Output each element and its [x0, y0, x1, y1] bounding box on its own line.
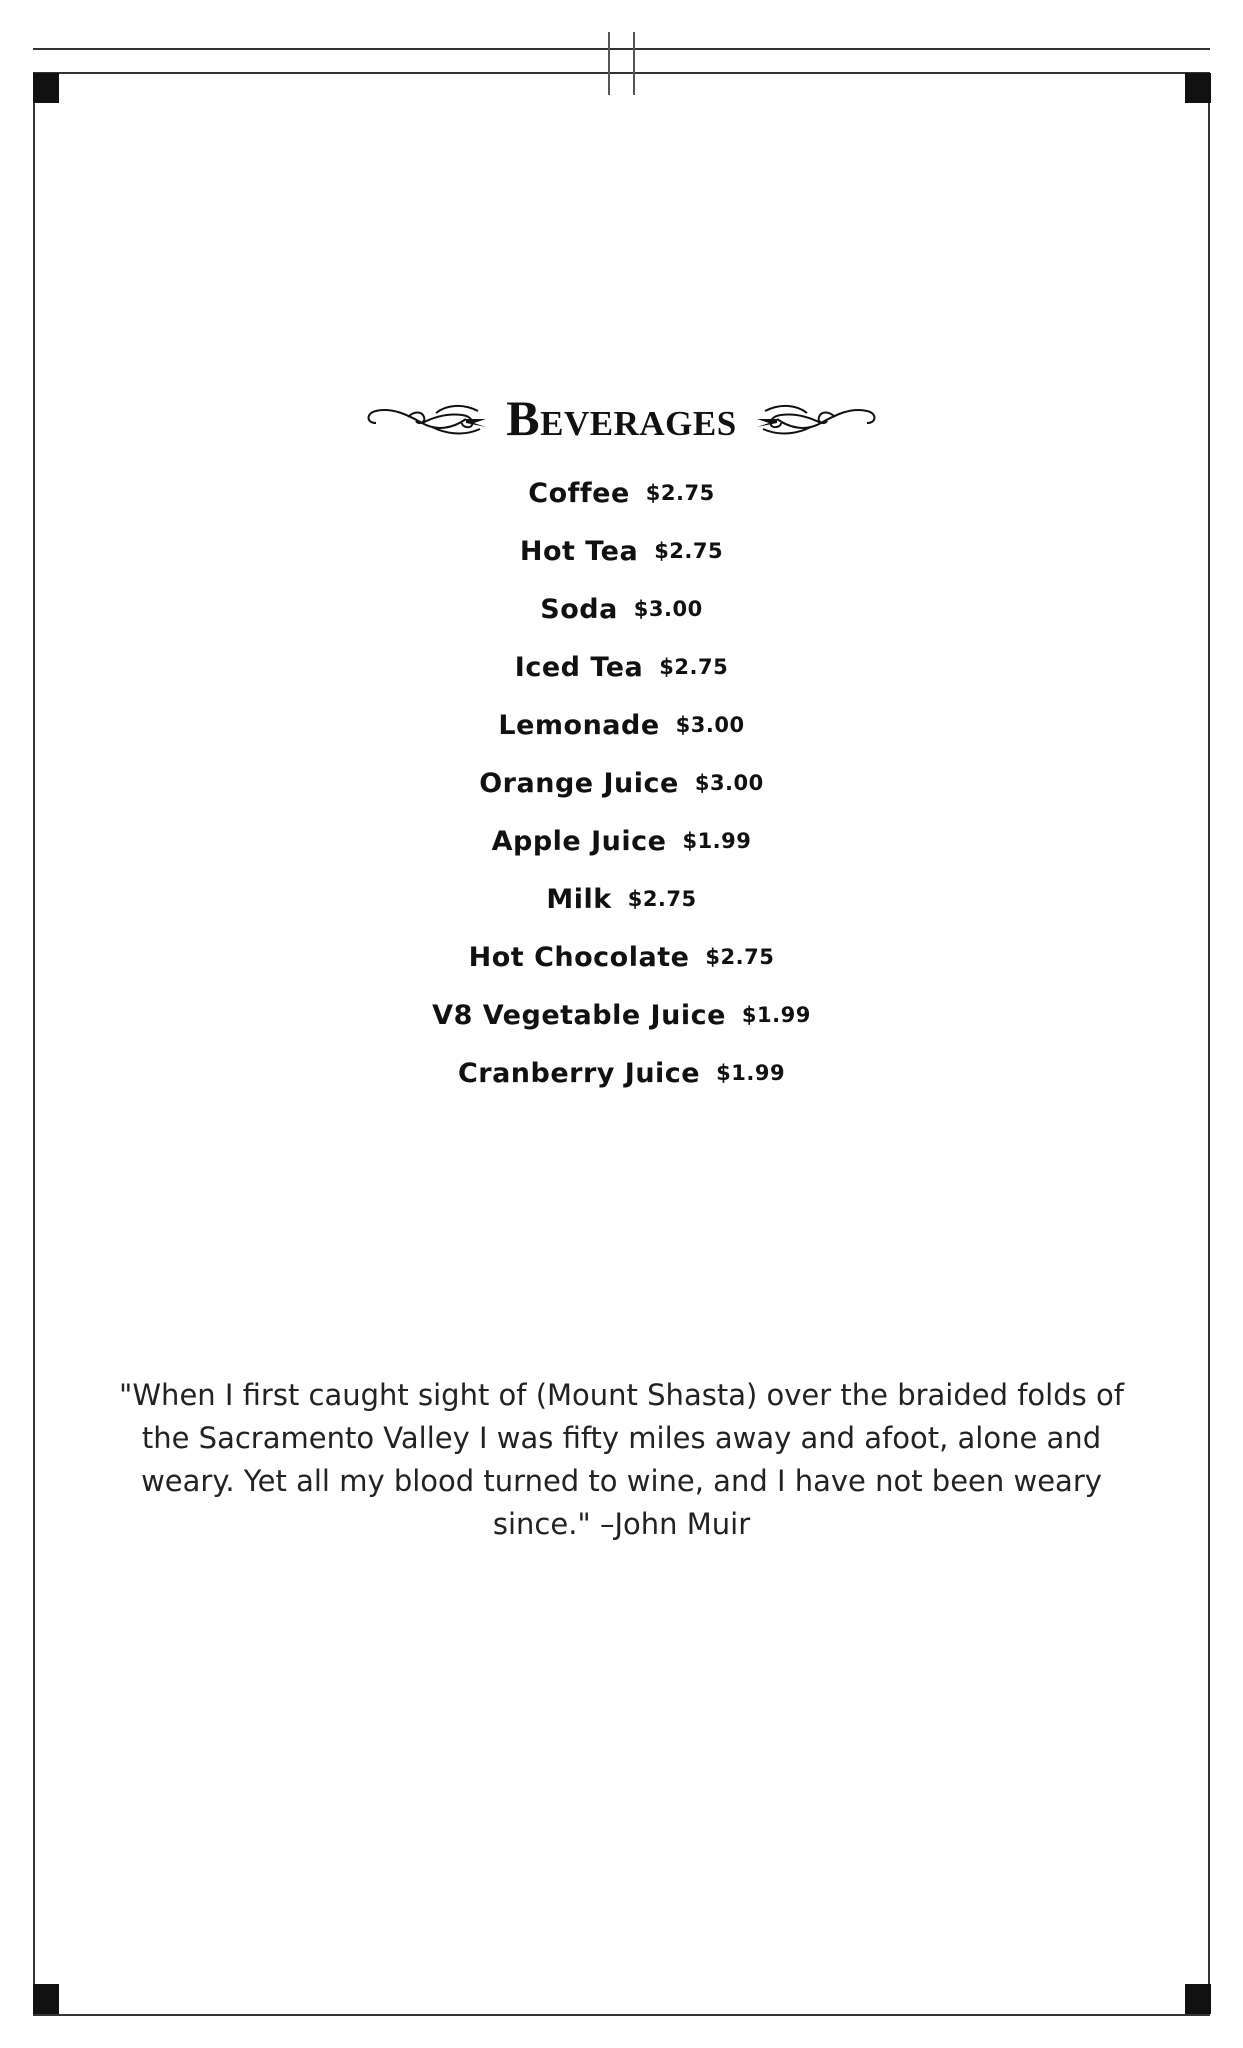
john-muir-quote: "When I first caught sight of (Mount Shasta) over the braided folds of the Sacramento Valley I was fifty miles away and afoot, alone and weary. Yet all my blood turned to wine, and I have not been weary since." –John Muir — [119, 1378, 1124, 1541]
menu-item — [0, 1044, 1243, 1102]
item-price: $2.75 — [659, 655, 729, 679]
item-name: Coffee — [528, 477, 630, 509]
item-name: Soda — [540, 593, 618, 625]
item-name: V8 Vegetable Juice — [432, 999, 726, 1031]
corner-ornament-bottom-left — [33, 1984, 59, 2014]
menu-item — [0, 986, 1243, 1044]
beverage-list — [0, 464, 1243, 1102]
menu-item — [0, 696, 1243, 754]
item-name: Iced Tea — [514, 651, 644, 683]
item-name: Cranberry Juice — [457, 1057, 701, 1089]
flourish-right-icon — [751, 393, 881, 443]
menu-item — [0, 812, 1243, 870]
item-name: Orange Juice — [479, 767, 679, 799]
menu-item — [0, 928, 1243, 986]
menu-item — [0, 638, 1243, 696]
menu-item — [0, 754, 1243, 812]
menu-item — [0, 870, 1243, 928]
item-name: Hot Chocolate — [468, 941, 690, 973]
item-price: $1.99 — [716, 1061, 786, 1085]
item-price: $1.99 — [741, 1003, 811, 1027]
item-name: Milk — [546, 883, 612, 915]
item-price: $3.00 — [694, 771, 764, 795]
flourish-left-icon — [362, 393, 492, 443]
item-price: $2.75 — [627, 887, 697, 911]
corner-ornament-top-left — [33, 73, 59, 103]
center-divider-left — [608, 32, 610, 95]
item-name: Lemonade — [498, 709, 660, 741]
menu-item — [0, 522, 1243, 580]
corner-ornament-top-right — [1185, 73, 1211, 103]
item-price: $1.99 — [682, 829, 752, 853]
item-price: $2.75 — [645, 481, 715, 505]
menu-heading-row — [0, 383, 1243, 453]
item-name: Apple Juice — [491, 825, 667, 857]
item-price: $3.00 — [633, 597, 703, 621]
item-price: $3.00 — [675, 713, 745, 737]
menu-title: Beverages — [506, 390, 737, 446]
item-price: $2.75 — [654, 539, 724, 563]
top-rule — [33, 48, 1210, 50]
corner-ornament-bottom-right — [1185, 1984, 1211, 2014]
menu-item — [0, 464, 1243, 522]
menu-item — [0, 580, 1243, 638]
center-divider-right — [633, 32, 635, 95]
item-name: Hot Tea — [519, 535, 639, 567]
item-price: $2.75 — [705, 945, 775, 969]
